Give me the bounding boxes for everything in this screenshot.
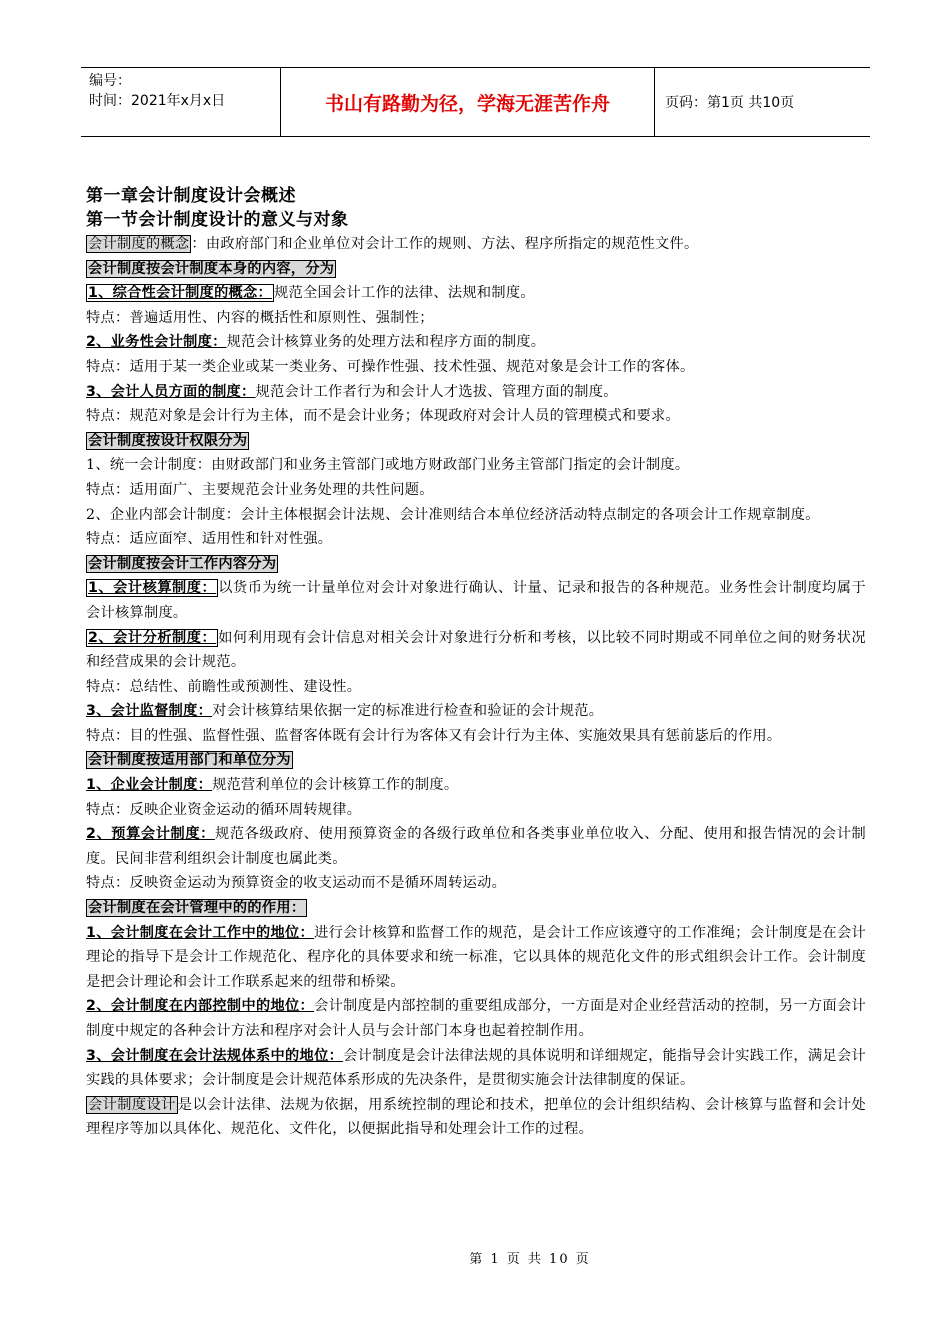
item-label: 1、会计制度在会计工作中的地位： bbox=[86, 924, 315, 941]
item-d2 bbox=[86, 822, 866, 871]
item-label: 2、会计分析制度： bbox=[88, 629, 217, 646]
item-label: 1、企业会计制度： bbox=[86, 777, 213, 794]
subheading-text: 会计制度按设计权限分为 bbox=[88, 432, 248, 449]
item-c1 bbox=[86, 281, 866, 306]
subheading-work bbox=[86, 552, 866, 577]
number-label: 编号： bbox=[89, 73, 131, 89]
paragraph-text: ：由政府部门和企业单位对会计工作的规则、方法、程序所指定的规范性文件。 bbox=[191, 236, 699, 252]
header-page-info: 页码：第1页 共10页 bbox=[665, 95, 795, 111]
item-a1: 1、统一会计制度：由财政部门和业务主管部门或地方财政部门业务主管部门指定的会计制度。 bbox=[86, 457, 690, 474]
item-label: 3、会计人员方面的制度： bbox=[86, 383, 256, 400]
paragraph-design bbox=[86, 1093, 866, 1142]
subheading-text: 会计制度按适用部门和单位分为 bbox=[88, 752, 291, 769]
item-a2: 2、企业内部会计制度：会计主体根据会计法规、会计准则结合本单位经济活动特点制定的各项会计工作规章制度。 bbox=[86, 506, 820, 523]
item-label: 2、预算会计制度： bbox=[86, 826, 215, 843]
item-text: 规范各级政府、使用预算资金的各级行政单位和各类事业单位收入、分配、使用和报告情况的会计制度。民间非营利组织会计制度也属此类。 bbox=[86, 826, 867, 867]
item-text: 规范会计核算业务的处理方法和程序方面的制度。 bbox=[226, 334, 546, 351]
chapter-title: 第一章会计制度设计会概述 bbox=[86, 186, 296, 206]
subheading-text: 会计制度在会计管理中的的作用： bbox=[88, 900, 306, 917]
time-label: 时间：2021年x月x日 bbox=[89, 93, 226, 109]
feature-w3: 特点：目的性强、监督性强、监督客体既有会计行为客体又有会计行为主体、实施效果具有惩前毖后的作用。 bbox=[86, 727, 782, 744]
subheading-dept bbox=[86, 748, 866, 773]
item-text: 规范营利单位的会计核算工作的制度。 bbox=[212, 777, 459, 794]
header-table bbox=[81, 67, 870, 137]
subheading-role bbox=[86, 896, 866, 921]
paragraph-concept bbox=[86, 232, 866, 257]
item-r2 bbox=[86, 994, 866, 1043]
feature-d1: 特点：反映企业资金运动的循环周转规律。 bbox=[86, 801, 362, 818]
section-title: 第一节会计制度设计的意义与对象 bbox=[86, 210, 349, 230]
document-body bbox=[86, 184, 866, 1142]
item-label: 3、会计制度在会计法规体系中的地位： bbox=[86, 1047, 344, 1064]
term-label: 会计制度的概念 bbox=[88, 236, 190, 252]
item-text: 会计制度是内部控制的重要组成部分，一方面是对企业经营活动的控制，另一方面会计制度中规定的各种会计方法和程序对会计人员与会计部门本身也起着控制作用。 bbox=[86, 998, 866, 1039]
item-w3 bbox=[86, 699, 866, 724]
feature-a1: 特点：适用面广、主要规范会计业务处理的共性问题。 bbox=[86, 481, 434, 498]
item-w1 bbox=[86, 576, 866, 625]
feature-c2: 特点：适用于某一类企业或某一类业务、可操作性强、技术性强、规范对象是会计工作的客体。 bbox=[86, 358, 695, 375]
item-c3 bbox=[86, 380, 866, 405]
item-d1 bbox=[86, 773, 866, 798]
item-text: 进行会计核算和监督工作的规范，是会计工作应该遵守的工作准绳；会计制度是在会计理论的指导下是会计工作规范化、程序化的具体要求和统一标准，它以具体的规范化文件的形式组织会计工作。会计制度是把会计理论和会计工作联系起来的纽带和桥梁。 bbox=[86, 924, 866, 990]
item-r3 bbox=[86, 1044, 866, 1093]
item-text: 对会计核算结果依据一定的标准进行检查和验证的会计规范。 bbox=[212, 703, 604, 720]
subheading-text: 会计制度按会计制度本身的内容，分为 bbox=[88, 260, 335, 277]
header-motto: 书山有路勤为径，学海无涯苦作舟 bbox=[281, 68, 655, 136]
subheading-authority bbox=[86, 429, 866, 454]
feature-c1: 特点：普遍适用性、内容的概括性和原则性、强制性； bbox=[86, 309, 434, 326]
item-c2 bbox=[86, 330, 866, 355]
item-label: 3、会计监督制度： bbox=[86, 703, 213, 720]
subheading-text: 会计制度按会计工作内容分为 bbox=[88, 555, 277, 572]
item-text: 以货币为统一计量单位对会计对象进行确认、计量、记录和报告的各种规范。业务性会计制度均属于会计核算制度。 bbox=[86, 580, 866, 621]
item-r1 bbox=[86, 921, 866, 995]
page-footer: 第 1 页 共 10 页 bbox=[469, 1252, 591, 1267]
subheading-content bbox=[86, 257, 866, 282]
item-text: 会计制度是会计法律法规的具体说明和详细规定，能指导会计实践工作，满足会计实践的具体要求；会计制度是会计规范体系形成的先决条件，是贯彻实施会计法律制度的保证。 bbox=[86, 1047, 866, 1089]
item-w2 bbox=[86, 626, 866, 675]
header-meta bbox=[81, 68, 281, 136]
paragraph-text: 是以会计法律、法规为依据，用系统控制的理论和技术，把单位的会计组织结构、会计核算与监督和会计处理程序等加以具体化、规范化、文件化，以便据此指导和处理会计工作的过程。 bbox=[86, 1096, 866, 1138]
feature-c3: 特点：规范对象是会计行为主体，而不是会计业务；体现政府对会计人员的管理模式和要求。 bbox=[86, 408, 680, 425]
term-label: 会计制度设计 bbox=[88, 1096, 176, 1113]
item-text: 规范会计工作者行为和会计人才选拔、管理方面的制度。 bbox=[255, 383, 618, 400]
item-label: 2、会计制度在内部控制中的地位： bbox=[86, 998, 315, 1015]
feature-d2: 特点：反映资金运动为预算资金的收支运动而不是循环周转运动。 bbox=[86, 875, 507, 892]
feature-a2: 特点：适应面窄、适用性和针对性强。 bbox=[86, 531, 333, 548]
item-text: 如何利用现有会计信息对相关会计对象进行分析和考核，以比较不同时期或不同单位之间的财务状况和经营成果的会计规范。 bbox=[86, 629, 866, 671]
feature-w2: 特点：总结性、前瞻性或预测性、建设性。 bbox=[86, 678, 362, 695]
item-label: 1、会计核算制度： bbox=[88, 580, 217, 597]
item-label: 2、业务性会计制度： bbox=[86, 334, 227, 351]
item-text: 规范全国会计工作的法律、法规和制度。 bbox=[274, 285, 535, 302]
item-label: 1、综合性会计制度的概念： bbox=[88, 285, 273, 302]
